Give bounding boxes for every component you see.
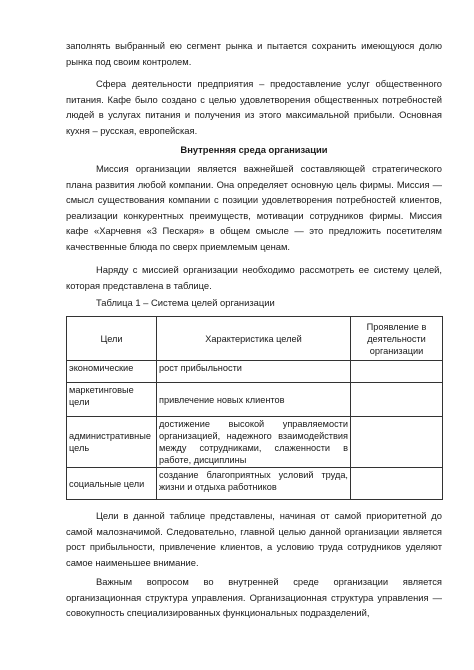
goal-cell: экономические — [67, 361, 157, 383]
description-cell: рост прибыльности — [157, 361, 351, 383]
table-header-row — [67, 317, 443, 361]
goal-cell: маркетинговые цели — [67, 383, 157, 417]
paragraph-mission: Миссия организации является важнейшей составляющей стратегического плана развития любой компании. Она определяет основную цель фирмы. Миссия — смысл существования компании с позиции удовлетворения потребностей клиентов, реализации конкурентных преимуществ, мотивации сотрудников фирмы. Миссия кафе «Харчевня «3 Пескаря» в общем смысле — это предложить посетителям качественные блюда по сверх приемлемым ценам. — [66, 163, 442, 252]
goal-cell: административные цель — [67, 417, 157, 468]
header-characteristics: Характеристика целей — [157, 317, 351, 361]
goal-cell: социальные цели — [67, 468, 157, 500]
goals-table — [66, 316, 443, 500]
paragraph-business-scope: Сфера деятельности предприятия – предоставление услуг общественного питания. Кафе было создано с целью удовлетворения общественных потребностей людей в услугах питания и получения из этого максимальной прибыли. Основная кухня – русская, европейская. — [66, 78, 442, 136]
manifestation-cell — [351, 383, 443, 417]
paragraph-org-structure: Важным вопросом во внутренней среде организации является организационная структура управления. Организационная структура управления — совокупность специализированных функциональных подразделений, — [66, 576, 442, 619]
paragraph-goals-priority: Цели в данной таблице представлены, начиная от самой приоритетной до самой малозначимой. Следовательно, главной целью данной организации является рост прибыльности, привлечение клиентов, а условию труда сотрудников уделяют самое наименьшее внимание. — [66, 510, 442, 568]
table-row — [67, 361, 443, 383]
manifestation-cell — [351, 417, 443, 468]
paragraph-goals-intro: Наряду с миссией организации необходимо рассмотреть ее систему целей, которая представлена в таблице. — [66, 264, 442, 291]
paragraph-market-share: заполнять выбранный ею сегмент рынка и пытается сохранить имеющуюся долю рынка под своим контролем. — [66, 40, 442, 67]
header-manifestation: Проявление в деятельности организации — [351, 317, 443, 361]
manifestation-cell — [351, 361, 443, 383]
manifestation-cell — [351, 468, 443, 500]
table-row — [67, 417, 443, 468]
table-caption: Таблица 1 – Система целей организации — [96, 297, 275, 308]
table-row — [67, 383, 443, 417]
description-cell: достижение высокой управляемости организацией, надежного взаимодействия между сотрудниками, слаженности в работе, дисциплины — [157, 417, 351, 468]
header-goals: Цели — [67, 317, 157, 361]
section-heading: Внутренняя среда организации — [180, 144, 328, 155]
description-cell: привлечение новых клиентов — [157, 383, 351, 417]
table-row — [67, 468, 443, 500]
description-cell: создание благоприятных условий труда, жизни и отдыха работников — [157, 468, 351, 500]
